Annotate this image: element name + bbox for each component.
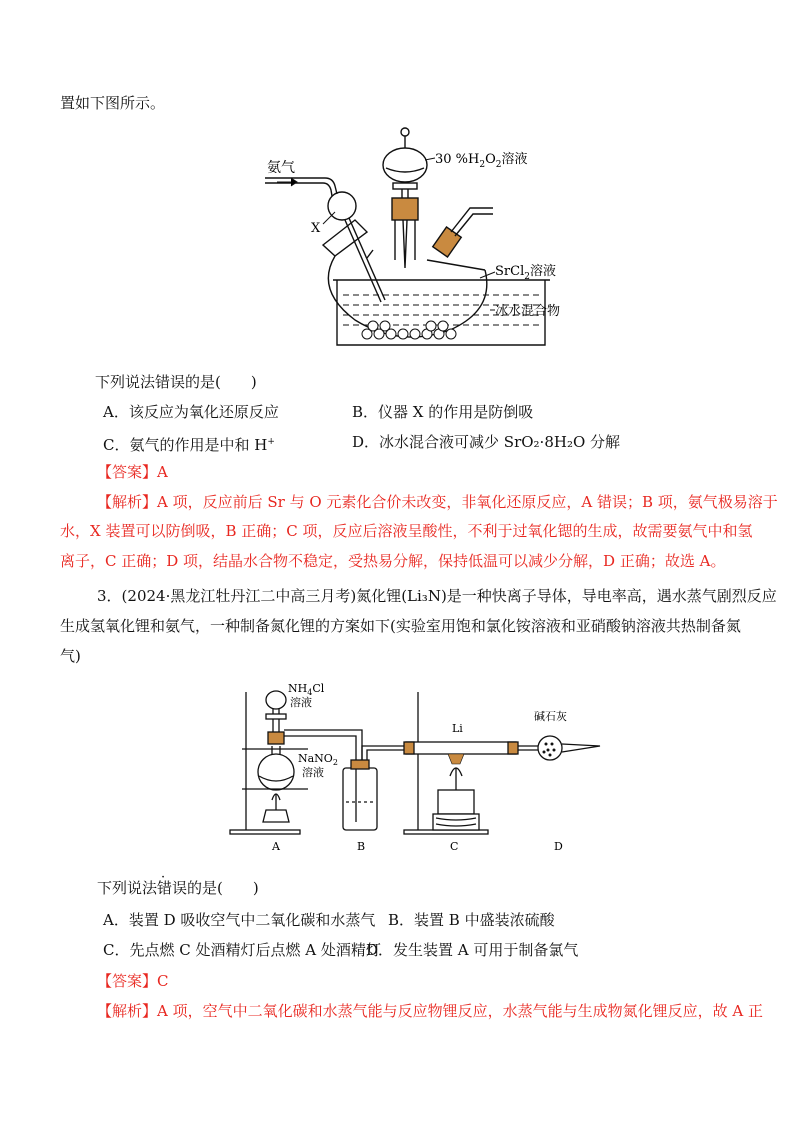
icewater-label: 冰水混合物 <box>495 304 561 319</box>
q3-line2: 生成氢氧化锂和氨气，一种制备氮化锂的方案如下(实验室用饱和氯化铵溶液和亚硝酸钠溶液共热制备氮 <box>60 617 741 635</box>
nano2-solution-label: 溶液 <box>302 766 324 779</box>
h2o2-tail: 溶液 <box>501 152 528 167</box>
q3-stem <box>97 878 259 898</box>
label-a: A <box>272 840 280 852</box>
q2-option-d: D．冰水混合液可减少 SrO₂·8H₂O 分解 <box>352 433 621 451</box>
srcl2-label <box>495 263 556 282</box>
nh4cl-label <box>288 682 325 697</box>
sodalime-label: 碱石灰 <box>534 710 567 723</box>
q3-option-c: C．先点燃 C 处酒精灯后点燃 A 处酒精灯 <box>103 941 381 959</box>
li-label: Li <box>452 722 463 735</box>
srcl2-main: SrCl <box>495 264 525 279</box>
h2o2-sub1: 2 <box>479 160 486 170</box>
q2-analysis-line2: 水，X 装置可以防倒吸，B 正确；C 项，反应后溶液呈酸性，不利于过氧化锶的生成，故需要氨气中和氢 <box>60 522 753 540</box>
srcl2-tail: 溶液 <box>529 264 556 279</box>
intro-text: 置如下图所示。 <box>60 94 166 112</box>
q2-option-b: B．仪器 X 的作用是防倒吸 <box>352 403 534 421</box>
q3-analysis-line1: 【解析】A 项，空气中二氧化碳和水蒸气能与反应物锂反应，水蒸气能与生成物氮化锂反应，故 A 正 <box>97 1002 763 1020</box>
q2-answer: 【答案】A <box>97 463 168 481</box>
q2-analysis-line1: 【解析】A 项，反应前后 Sr 与 O 元素化合价未改变，非氧化还原反应，A 错误；B 项，氨气极易溶于 <box>97 493 778 511</box>
figure-li3n-apparatus <box>228 672 628 852</box>
h2o2-sub2: 2 <box>495 160 502 170</box>
nh4cl-tail: Cl <box>312 682 325 695</box>
q3-option-b: B．装置 B 中盛装浓硫酸 <box>388 911 555 929</box>
h2o2-o: O <box>485 152 496 167</box>
q2-option-c-text: C．氨气的作用是中和 H <box>103 436 268 454</box>
q3-option-a: A．装置 D 吸收空气中二氧化碳和水蒸气 <box>103 911 376 929</box>
nh4cl-solution-label: 溶液 <box>290 696 312 709</box>
h2o2-label <box>435 151 528 170</box>
q3-answer: 【答案】C <box>97 972 169 990</box>
nh4cl-main: NH <box>288 682 308 695</box>
q3-option-d: D．发生装置 A 可用于制备氯气 <box>366 941 579 959</box>
nano2-label <box>298 752 338 767</box>
q2-option-a: A．该反应为氧化还原反应 <box>103 403 279 421</box>
label-c: C <box>450 840 459 852</box>
q2-option-c-sup: + <box>267 437 275 447</box>
label-b: B <box>357 840 366 852</box>
label-d: D <box>554 840 563 852</box>
srcl2-sub: 2 <box>524 272 530 282</box>
q3-stem-pre: 下列说法 <box>97 879 158 897</box>
figure-srcl2-apparatus <box>255 120 595 350</box>
nano2-sub: 2 <box>332 758 338 767</box>
nh4cl-sub: 4 <box>307 688 313 697</box>
q2-analysis-line3: 离子，C 正确；D 项，结晶水合物不稳定，受热易分解，保持低温可以减少分解，D 正确；故选 A。 <box>60 552 726 570</box>
q3-line1: 3．(2024·黑龙江牡丹江二中高三月考)氮化锂(Li₃N)是一种快离子导体，导电率高，遇水蒸气剧烈反应 <box>97 587 777 605</box>
q2-option-c <box>103 432 275 455</box>
q2-stem: 下列说法错误的是( ) <box>95 373 257 391</box>
x-label: X <box>311 221 321 236</box>
h2o2-main: 30 %H <box>435 152 480 167</box>
q3-stem-post: 的是( ) <box>187 879 259 897</box>
ammonia-label: 氨气 <box>267 160 295 176</box>
nano2-main: NaNO <box>298 752 333 765</box>
q3-stem-emphasis: 错误 <box>157 879 188 897</box>
q3-line3: 气) <box>60 647 81 665</box>
